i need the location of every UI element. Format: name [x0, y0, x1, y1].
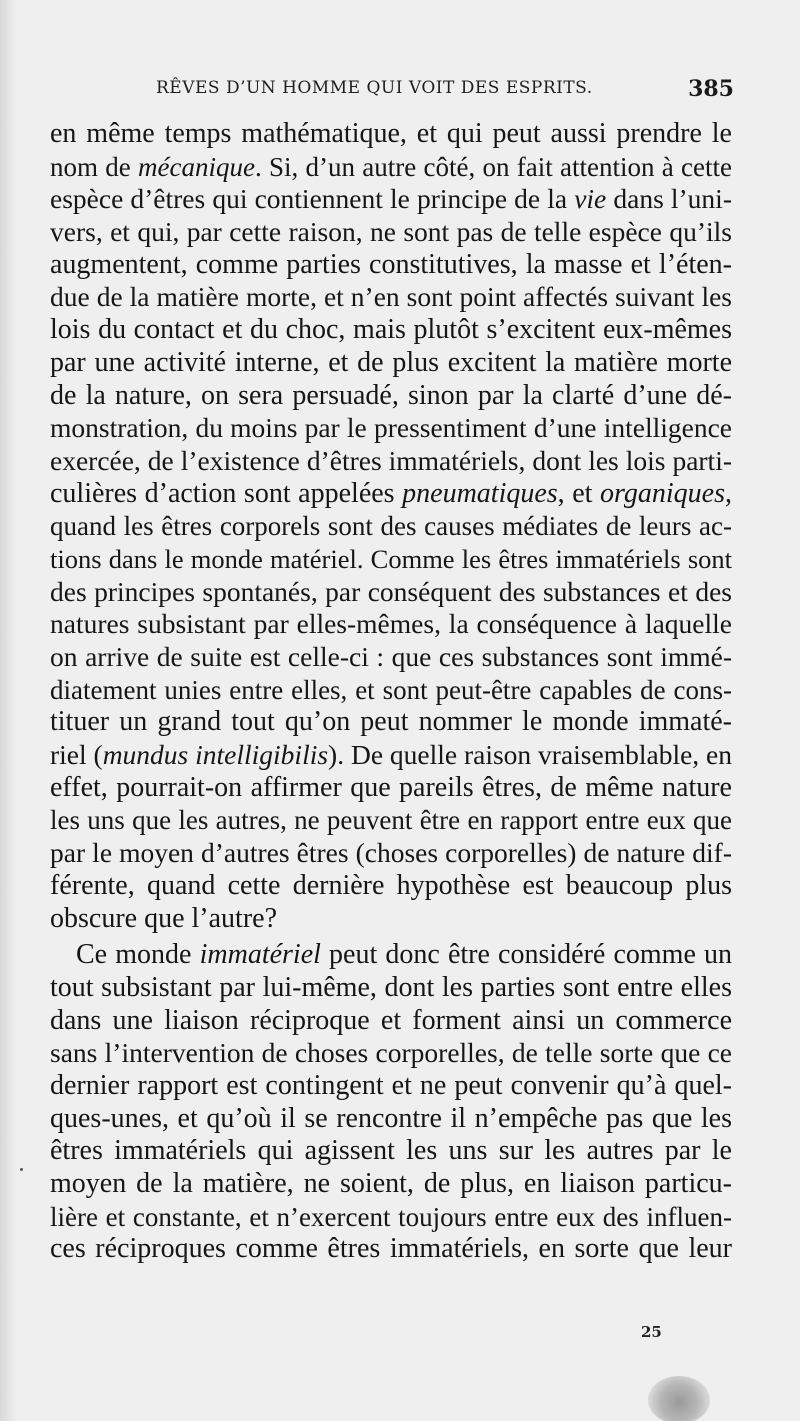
text-line — [50, 151, 732, 184]
text-line — [50, 183, 732, 216]
text-line — [50, 380, 732, 413]
text-run: riel ( — [50, 739, 103, 771]
text-run: dans une liaison réciproque et forment ainsi un commerce — [50, 1004, 732, 1036]
text-run: les uns que les autres, ne peuvent être en rapport entre eux que — [50, 805, 732, 836]
text-line — [50, 216, 732, 249]
italic-text: mécanique — [138, 151, 255, 182]
text-run: lière et constante, et n’exercent toujours entre eux des influen- — [50, 1201, 732, 1232]
text-run: par le moyen d’autres êtres (choses corporelles) de nature dif- — [50, 837, 732, 869]
text-run: tituer un grand tout qu’on peut nommer le monde immaté- — [50, 706, 732, 738]
text-line — [50, 1168, 732, 1201]
text-run: quand les êtres corporels sont des causes médiates de leurs ac- — [50, 511, 732, 542]
text-line — [50, 1233, 732, 1266]
text-line — [50, 804, 732, 837]
text-run: vers, et qui, par cette raison, ne sont pas de telle espèce qu’ils — [50, 216, 732, 248]
text-line — [50, 543, 732, 576]
text-line — [50, 706, 732, 739]
text-run: tions dans le monde matériel. Comme les êtres immatériels sont — [50, 543, 732, 574]
text-run: êtres immatériels qui agissent les uns sur les autres par le — [50, 1135, 732, 1167]
text-line — [50, 939, 732, 972]
text-line — [50, 445, 732, 478]
signature-mark: 25 — [641, 1323, 662, 1341]
ink-speck — [20, 1168, 23, 1171]
text-line — [50, 837, 732, 870]
text-run: Ce monde — [76, 939, 200, 971]
text-line — [50, 1037, 732, 1070]
text-run: natures subsistant par elles-mêmes, la conséquence à laquelle — [50, 608, 732, 640]
page-header — [50, 76, 738, 108]
ink-blot — [648, 1376, 710, 1421]
text-run: exercée, de l’existence d’êtres immatériels, dont les lois parti- — [50, 444, 732, 476]
running-head: RÊVES D’UN HOMME QUI VOIT DES ESPRITS. — [156, 78, 593, 98]
text-run: en même temps mathématique, et qui peut aussi prendre le — [50, 118, 732, 149]
text-line — [50, 314, 732, 347]
text-line — [50, 412, 732, 445]
text-run: espèce d’êtres qui contiennent le principe de la — [50, 183, 575, 215]
text-run: dernier rapport est contingent et ne peut convenir qu’à quel- — [50, 1069, 732, 1101]
text-run: monstration, du moins par le pressentiment d’une intelligence — [50, 412, 732, 444]
text-run: ces réciproques comme êtres immatériels, en sorte que leur — [50, 1233, 732, 1265]
text-run: ). De quelle raison vraisemblable, en — [328, 739, 732, 771]
text-run: diatement unies entre elles, et sont peut-être capables de cons- — [50, 674, 732, 705]
text-run: des principes spontanés, par conséquent des substances et des — [50, 575, 732, 607]
text-run: ques-unes, et qu’où il se rencontre il n’empêche pas que les — [50, 1102, 732, 1134]
text-line — [50, 1005, 732, 1038]
text-line — [50, 1135, 732, 1168]
text-run: moyen de la matière, ne soient, de plus, en liaison particu- — [50, 1168, 732, 1199]
italic-text: immatériel — [199, 939, 321, 971]
page-number: 385 — [688, 76, 734, 102]
text-line — [50, 972, 732, 1005]
text-run: obscure que l’autre? — [50, 902, 277, 934]
text-line — [50, 739, 732, 772]
italic-text: organiques — [600, 477, 725, 509]
text-run: férente, quand cette dernière hypothèse est beaucoup plus — [50, 869, 732, 901]
text-line — [50, 281, 732, 314]
text-run: par une activité interne, et de plus excitent la matière morte — [50, 346, 732, 378]
text-run: , et — [557, 477, 601, 509]
text-run: culières d’action sont appelées — [50, 477, 403, 509]
text-line — [50, 478, 732, 511]
text-run: due de la matière morte, et n’en sont point affectés suivant les — [50, 281, 732, 313]
italic-text: mundus intelligibilis — [102, 739, 329, 771]
text-run: . Si, d’un autre côté, on fait attention à cette — [254, 151, 732, 182]
body-text — [50, 118, 732, 1266]
text-run: dans l’uni- — [606, 183, 732, 215]
text-line — [50, 347, 732, 380]
italic-text: vie — [574, 183, 607, 215]
text-line — [50, 1103, 732, 1136]
page-gutter-shadow — [0, 0, 16, 1421]
text-line — [50, 772, 732, 805]
text-run: sans l’intervention de choses corporelles, de telle sorte que ce — [50, 1037, 732, 1069]
text-line — [50, 1201, 732, 1234]
text-line — [50, 674, 732, 707]
text-line — [50, 249, 732, 282]
text-run: peut donc être considéré comme un — [320, 939, 733, 971]
text-run: effet, pourrait-on affirmer que pareils êtres, de même nature — [50, 771, 732, 803]
text-line — [50, 641, 732, 674]
italic-text: pneumatiques — [402, 477, 558, 509]
text-line — [50, 510, 732, 543]
text-line — [50, 608, 732, 641]
text-run: tout subsistant par lui-même, dont les parties sont entre elles — [50, 971, 732, 1003]
text-run: lois du contact et du choc, mais plutôt s’excitent eux-mêmes — [50, 314, 732, 346]
text-line — [50, 118, 732, 151]
text-run: de la nature, on sera persuadé, sinon par la clarté d’une dé- — [50, 379, 732, 411]
text-run: on arrive de suite est celle-ci : que ces substances sont immé- — [50, 641, 732, 672]
text-run: , — [724, 477, 732, 509]
text-run: nom de — [50, 151, 139, 182]
text-line — [50, 870, 732, 903]
text-run: augmentent, comme parties constitutives, la masse et l’éten- — [50, 248, 732, 280]
text-line — [50, 576, 732, 609]
text-line — [50, 903, 732, 936]
text-line — [50, 1070, 732, 1103]
